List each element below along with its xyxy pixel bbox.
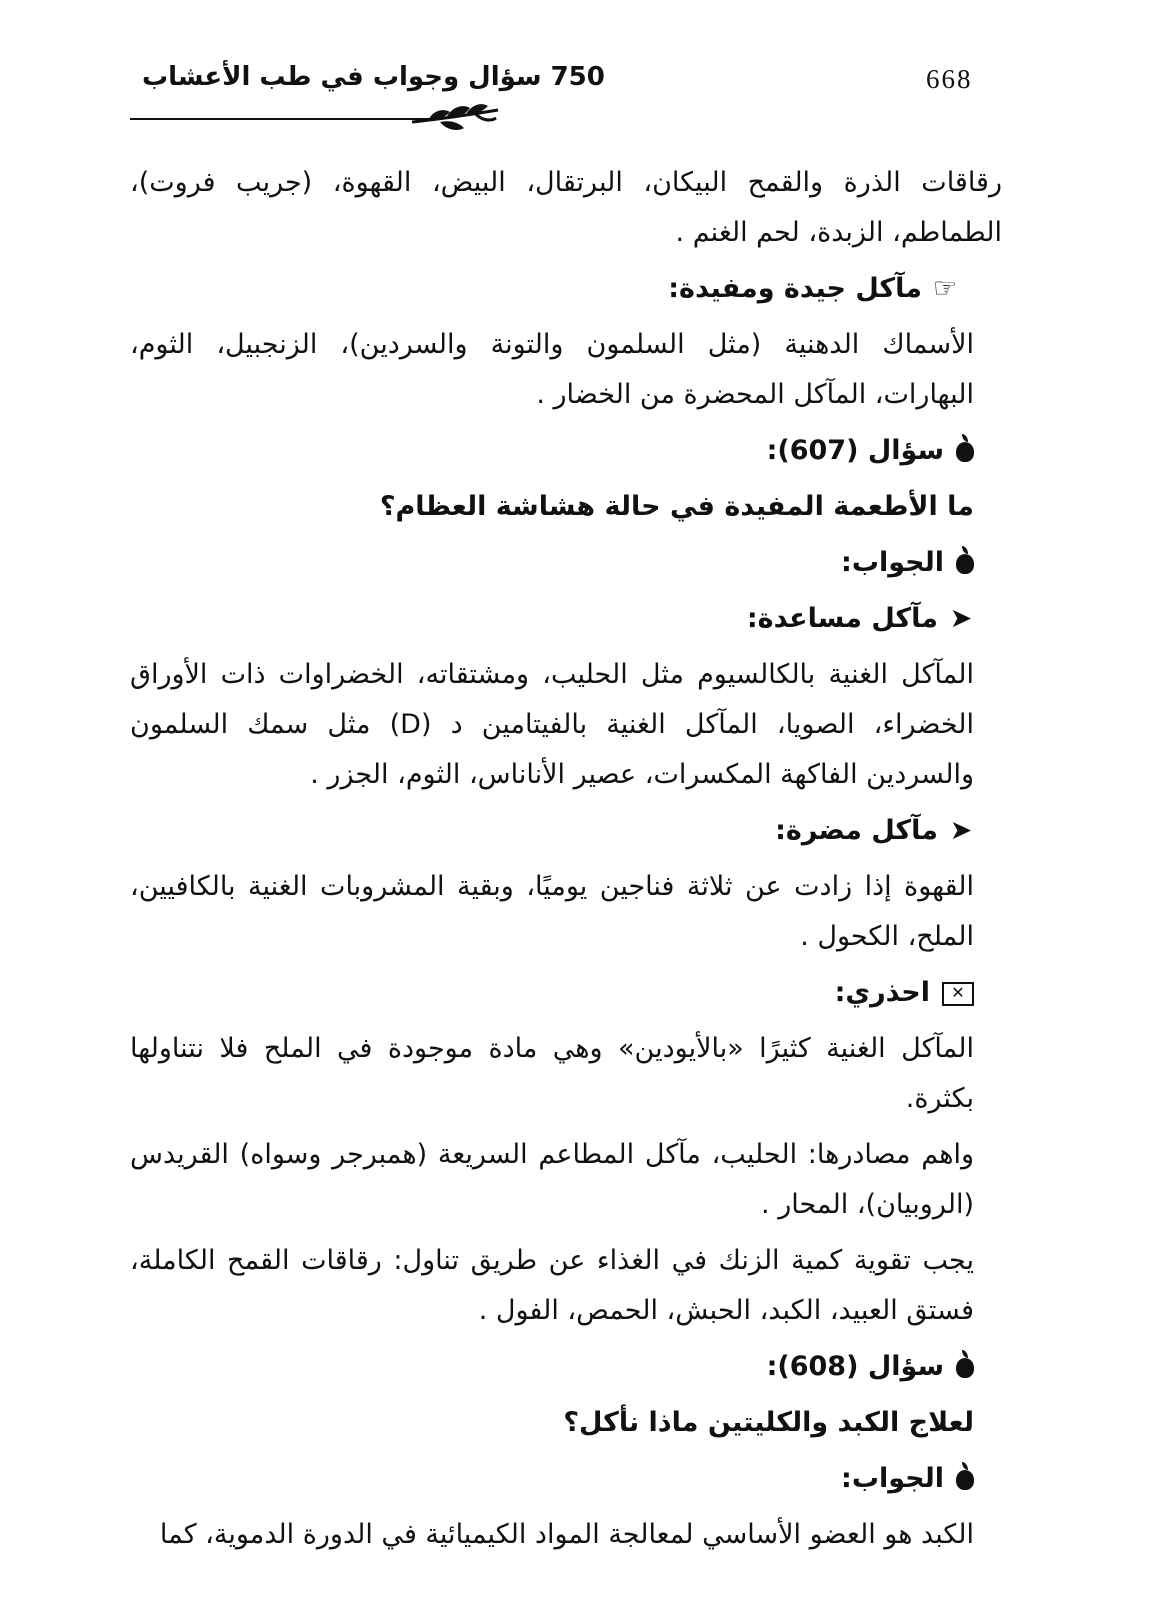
arrowhead-icon: ➤ (949, 815, 973, 846)
page-number: 668 (926, 64, 973, 94)
paragraph: القهوة إذا زادت عن ثلاثة فناجين يوميًا، وبقية المشروبات الغنية بالكافيين، الملح، الكحول . (130, 871, 974, 952)
pointing-hand-icon: ☞ (932, 273, 958, 304)
paragraph: الكبد هو العضو الأساسي لمعالجة المواد الكيميائية في الدورة الدموية، كما (159, 1519, 974, 1550)
paragraph: الأسماك الدهنية (مثل السلمون والتونة والسردين)، الزنجبيل، الثوم، البهارات، المآكل المحضرة من الخضار . (130, 329, 974, 410)
page-header (130, 62, 980, 102)
answer-label: الجواب: (130, 538, 1002, 588)
section-heading: ✕احذري: (130, 968, 1002, 1018)
paragraph: رقاقات الذرة والقمح البيكان، البرتقال، البيض، القهوة، (جريب فروت)، الطماطم، الزبدة، لحم الغنم . (130, 167, 1002, 248)
book-title: 750 سؤال وجواب في طب الأعشاب (142, 62, 605, 92)
header-rule (130, 118, 430, 120)
question-text: لعلاج الكبد والكليتين ماذا نأكل؟ (563, 1407, 974, 1438)
question-text: ما الأطعمة المفيدة في حالة هشاشة العظام؟ (379, 491, 974, 522)
apple-icon (956, 1358, 974, 1378)
paragraph: واهم مصادرها: الحليب، مآكل المطاعم السريعة (همبرجر وسواه) القريدس (الروبيان)، المحار . (130, 1139, 974, 1220)
crossed-box-icon: ✕ (942, 982, 974, 1006)
apple-icon (956, 442, 974, 462)
paragraph: المآكل الغنية بالكالسيوم مثل الحليب، ومشتقاته، الخضراوات ذات الأوراق الخضراء، الصويا، المآكل الغنية بالفيتامين د (D) مثل سمك السلمون والسردين الفاكهة المكسرات، عصير الأناناس، الثوم، الجزر . (130, 659, 974, 790)
question-label: سؤال (607): (130, 426, 1002, 476)
page-body (130, 158, 1002, 1566)
answer-label: الجواب: (130, 1454, 1002, 1504)
apple-icon (956, 1470, 974, 1490)
section-heading: ➤مآكل مساعدة: (130, 594, 1002, 644)
section-heading: ➤مآكل مضرة: (130, 806, 1002, 856)
paragraph: يجب تقوية كمية الزنك في الغذاء عن طريق تناول: رقاقات القمح الكاملة، فستق العبيد، الكبد، الحبش، الحمص، الفول . (130, 1245, 974, 1326)
question-label: سؤال (608): (130, 1342, 1002, 1392)
apple-icon (956, 554, 974, 574)
section-heading: ☞مآكل جيدة ومفيدة: (130, 264, 1002, 314)
leaf-ornament-icon (410, 100, 500, 136)
paragraph: المآكل الغنية كثيرًا «بالأيودين» وهي مادة موجودة في الملح فلا نتناولها بكثرة. (130, 1033, 974, 1114)
arrowhead-icon: ➤ (949, 603, 973, 634)
